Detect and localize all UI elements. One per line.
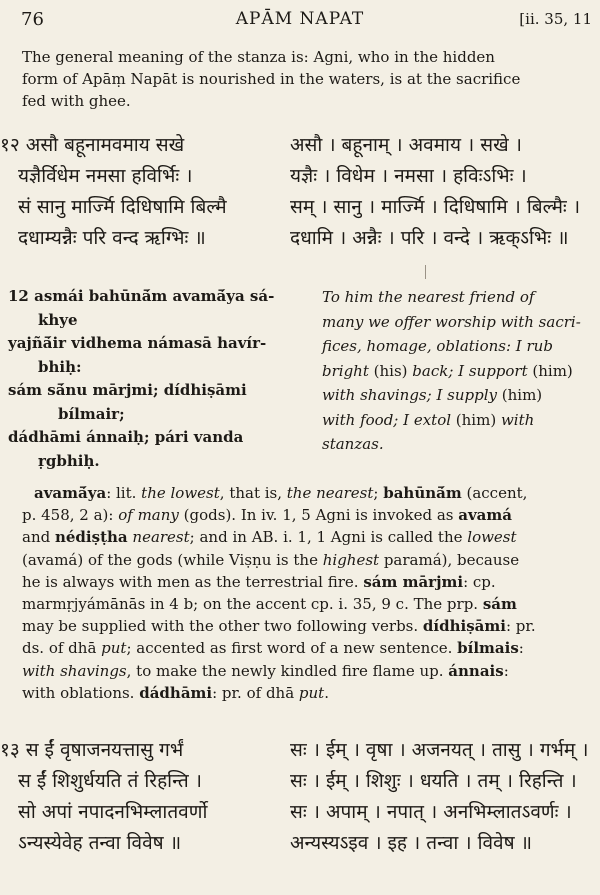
devanagari-line: सो अपां नपादनभिम्लातवर्णो [18, 801, 208, 823]
translit-line [8, 285, 308, 309]
commentary-line [22, 549, 594, 571]
translit-line: khye [38, 310, 78, 329]
intro-paragraph [22, 46, 590, 112]
commentary-text: : lit. [106, 484, 142, 502]
translit-line: ṛgbhiḥ. [38, 451, 100, 470]
translation-line: stanzas. [322, 435, 384, 453]
page-number: 76 [21, 9, 44, 30]
devanagari-line: सम् । सानु । मार्ज्मि । दिधिषामि । बिल्मैः । [290, 196, 581, 218]
devanagari-line: सः । अपाम् । नपात् । अनभिम्लातऽवर्णः । [290, 801, 572, 823]
commentary-line [22, 593, 594, 615]
commentary-line [22, 682, 594, 704]
translit-line: sám sā́nu mārjmi; dídhiṣāmi [8, 381, 247, 399]
commentary-text: . [324, 683, 329, 702]
intro-line: form of Apāṃ Napāt is nourished in the waters, is at the sacrifice [22, 70, 521, 88]
term-bold: dádhāmi [139, 683, 213, 702]
term-bold: bílmais [457, 639, 519, 658]
devanagari-line: यज्ञैर्विधेम नमसा हविर्भिः । [18, 165, 193, 187]
verse-13-samhita [0, 735, 288, 859]
gloss-italic: of many [118, 506, 179, 525]
verse-12-samhita [0, 130, 288, 254]
commentary-text: with oblations. [22, 683, 140, 702]
commentary-line [22, 571, 594, 593]
term-bold: avamā́ya [34, 484, 107, 502]
verse-number: 12 [8, 287, 29, 305]
commentary-text: ; [373, 484, 384, 502]
commentary-text: ; accented as first word of a new sentence. [126, 639, 458, 658]
commentary-text: (accent, [461, 484, 528, 502]
commentary-text: : pr. [505, 617, 536, 636]
devanagari-line: अन्यस्यऽइव । इह । तन्वा । विवेष ॥ [290, 832, 533, 854]
devanagari-line: दधामि । अन्नैः । परि । वन्दे । ऋक्ऽभिः ॥ [290, 227, 569, 249]
devanagari-line: ऽन्यस्येवेह तन्वा विवेष ॥ [18, 832, 182, 854]
gloss-italic: the lowest [141, 484, 220, 502]
devanagari-line: सः । ईम् । शिशुः । धयति । तम् । रिहन्ति । [290, 770, 577, 792]
gloss-italic: highest [322, 550, 380, 569]
commentary-line [22, 526, 594, 548]
verse-12-translation [322, 285, 594, 457]
commentary-text: he is always with men as the terrestrial fire. [22, 572, 364, 591]
commentary-line [22, 660, 594, 682]
devanagari-line: सं सानु मार्ज्मि दिधिषामि बिल्मै [18, 196, 227, 218]
term-bold: sám mārjmi [363, 572, 464, 591]
commentary-text: (gods). In iv. 1, 5 Agni is invoked as [178, 506, 459, 525]
translation-line: fices, homage, oblations: I rub [322, 337, 553, 355]
devanagari-line: दधाम्यन्नैः परि वन्द ऋग्भिः ॥ [18, 227, 206, 249]
translation-line: with shavings; I supply (him) [322, 386, 543, 404]
intro-line: The general meaning of the stanza is: Agni, who in the hidden [22, 48, 495, 66]
commentary-text: and [22, 528, 55, 547]
gloss-italic: put [298, 683, 325, 702]
commentary-paragraph [22, 482, 594, 704]
gloss-italic: nearest [132, 528, 190, 547]
translation-line: bright (his) back; I support (him) [322, 361, 573, 380]
translation-line: To him the nearest friend of [322, 288, 535, 306]
commentary-text: ds. of dhā [22, 639, 102, 658]
devanagari-line: असौ । बहूनाम् । अवमाय । सखे । [290, 134, 522, 156]
devanagari-line: १३ स ईं वृषाजनयत्तासु गर्भं [0, 739, 184, 761]
verse-12-pada [290, 130, 595, 254]
gloss-italic: put [101, 639, 127, 658]
term-bold: ánnais [448, 661, 504, 680]
term-bold: avamá [458, 506, 512, 525]
commentary-line [22, 615, 594, 637]
term-bold: nédiṣṭha [54, 528, 128, 547]
gloss-italic: with shavings [22, 661, 127, 680]
devanagari-line: १२ असौ बहूनामवमाय सखे [0, 134, 185, 156]
translit-line: yajñā́ir vidhema námasā havír- [8, 334, 267, 352]
translation-line: many we offer worship with sacri- [322, 312, 581, 331]
commentary-text: paramá), because [379, 550, 520, 569]
term-bold: dídhiṣāmi [422, 617, 506, 636]
intro-line: fed with ghee. [22, 92, 131, 110]
gloss-italic: the nearest [286, 484, 374, 502]
gloss-italic: lowest [467, 528, 517, 547]
commentary-text: , that is, [219, 484, 287, 502]
running-head: APĀM NAPAT [235, 9, 365, 29]
commentary-text: ; and in AB. i. 1, 1 Agni is called the [189, 528, 468, 547]
verse-13-pada [290, 735, 595, 859]
commentary-text: (avamá) of the gods (while Viṣṇu is the [22, 550, 323, 569]
section-reference: [ii. 35, 11 [519, 10, 592, 28]
page-header [0, 9, 600, 33]
devanagari-line: सः । ईम् । वृषा । अजनयत् । तासु । गर्भम् । [290, 739, 589, 761]
devanagari-line: स ईं शिशुर्धयति तं रिहन्ति । [18, 770, 203, 792]
commentary-text: : pr. of dhā [212, 683, 299, 702]
commentary-line [22, 637, 594, 659]
commentary-text: may be supplied with the other two following verbs. [22, 617, 423, 636]
commentary-text: , to make the newly kindled fire flame up. [126, 661, 449, 680]
commentary-text: : cp. [463, 572, 496, 591]
commentary-text: : [503, 661, 509, 680]
translit-line: bhiḥ: [38, 357, 82, 376]
translit-line: bílmair; [58, 404, 125, 423]
commentary-text: p. 458, 2 a): [22, 506, 119, 525]
term-bold: bahūnā́m [383, 484, 462, 502]
commentary-text: : [518, 639, 524, 658]
translit-line: dádhāmi ánnaiḥ; pári vanda [8, 428, 244, 446]
translation-line: with food; I extol (him) with [322, 410, 535, 429]
commentary-line [22, 504, 594, 526]
devanagari-line: यज्ञैः । विधेम । नमसा । हविःऽभिः । [290, 165, 527, 187]
column-divider [425, 265, 426, 279]
commentary-line [22, 482, 594, 504]
commentary-text: marmṛjyámānās in 4 b; on the accent cp. i. 35, 9 c. The prp. [22, 595, 483, 614]
verse-12-transliteration [8, 285, 308, 473]
term-bold: sám [482, 595, 517, 614]
translit-text: asmái bahūnā́m avamā́ya sá- [28, 287, 275, 305]
